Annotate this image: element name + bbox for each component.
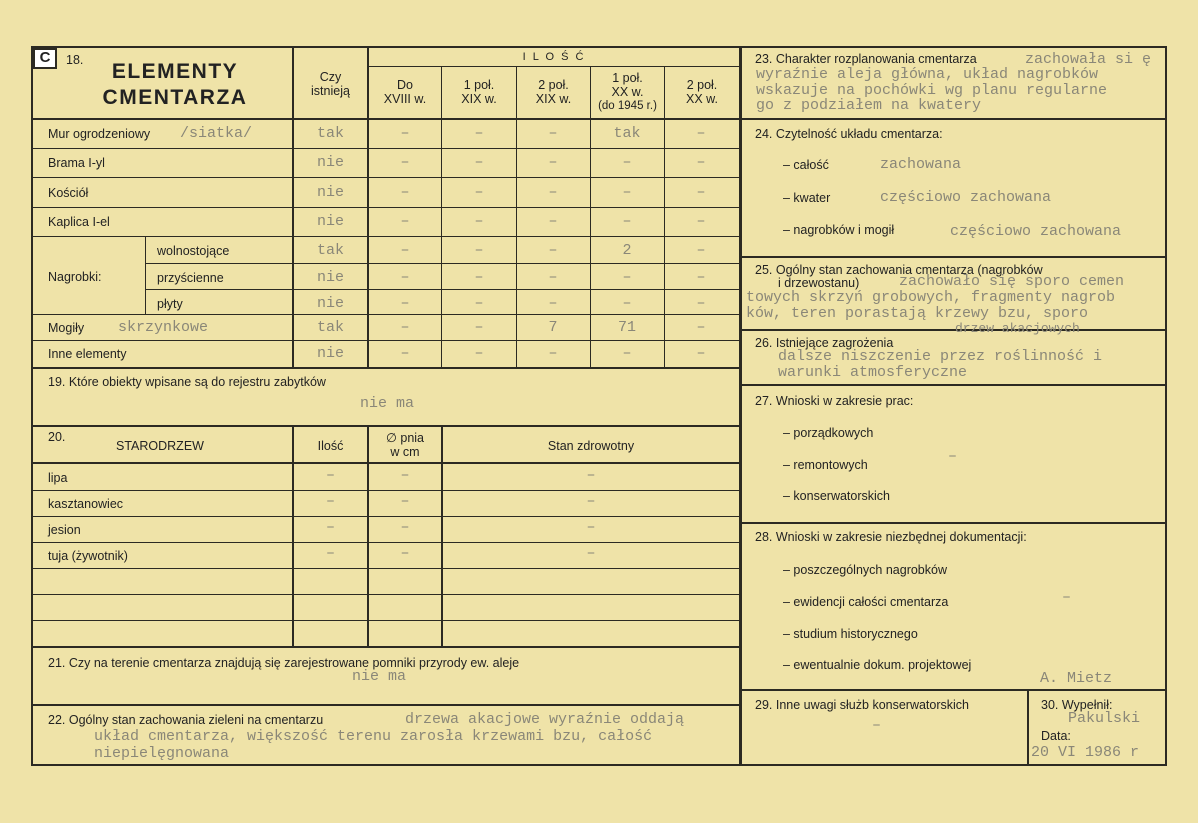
tree-value: – [325,519,335,536]
header-ilosc: I L O Ś Ć [522,51,586,63]
element-row-label: Brama I-yl [48,156,105,170]
tree-value: – [325,545,335,562]
works-conservation: – konserwatorskich [783,489,890,503]
element-exists-value: tak [316,319,344,336]
period-4-line3: (do 1945 r.) [598,100,657,112]
section-19-label: 19. Które obiekty wpisane są do rejestru zabytków [48,375,326,389]
element-exists-value: nie [316,345,344,362]
element-period-value: – [622,269,632,286]
period-4-line1: 1 poł. [612,71,643,85]
period-1-line2: XVIII w. [383,92,427,106]
docs-history: – studium historycznego [783,627,918,641]
works-cleanup: – porządkowych [783,426,874,440]
element-period-value: – [400,295,410,312]
section-27-value: – [948,448,958,465]
period-5-line2: XX w. [686,92,718,106]
element-row-label: Inne elementy [48,347,127,361]
tree-value: – [400,519,410,536]
element-exists-value: nie [316,295,344,312]
section-26-line1: dalsze niszczenie przez roślinność i [778,348,1103,365]
section-20-number: 20. [48,430,66,444]
element-exists-value: nie [316,213,344,230]
element-period-value: – [696,184,706,201]
section-25-line2: towych skrzyń grobowych, fragmenty nagrob [746,289,1116,306]
element-exists-value: nie [316,269,344,286]
section-28-label: 28. Wnioski w zakresie niezbędnej dokumentacji: [755,530,1027,544]
element-period-value: – [400,125,410,142]
tree-value: – [586,467,596,484]
element-period-value: – [696,345,706,362]
date-value: 20 VI 1986 r [1031,744,1140,761]
section-23-line2: wyraźnie aleja główna, układ nagrobków [756,66,1099,83]
element-period-value: – [622,184,632,201]
element-period-value: – [400,319,410,336]
header-pnia-2: w cm [390,445,420,459]
tree-value: – [586,519,596,536]
section-25-label-1: 25. Ogólny stan zachowania cmentarza (nagrobków [755,263,1043,277]
element-period-value: – [400,345,410,362]
element-period-value: – [474,154,484,171]
element-exists-value: tak [316,242,344,259]
element-period-value: – [474,345,484,362]
element-period-value: – [548,125,558,142]
element-row-label: Mur ogrodzeniowy [48,127,151,141]
element-period-value: – [474,125,484,142]
element-period-value: – [548,295,558,312]
section-25-line3: ków, teren porastają krzewy bzu, sporo [746,305,1089,322]
period-4-line2: XX w. [611,85,644,99]
section-26-line2: warunki atmosferyczne [778,364,968,381]
section-badge-letter: C [39,49,51,66]
section-28-value: – [1062,589,1072,606]
section-22-line1: drzewa akacjowe wyraźnie oddają [405,711,685,728]
element-period-value: – [400,269,410,286]
section-27-label: 27. Wnioski w zakresie prac: [755,394,914,408]
tree-value: – [400,545,410,562]
section-28-signature: A. Mietz [1040,670,1113,687]
section-29-label: 29. Inne uwagi służb konserwatorskich [755,698,970,712]
legibility-graves-value: częściowo zachowana [950,223,1122,240]
element-exists-value: tak [316,125,344,142]
section-18-number: 18. [66,53,84,67]
tree-value: – [400,493,410,510]
header-pnia-1: ∅ pnia [386,431,424,445]
section-30-label: 30. Wypełnił: [1041,698,1113,712]
element-period-value: – [622,154,632,171]
docs-overall: – ewidencji całości cmentarza [783,595,949,609]
section-25-label-2: i drzewostanu) [778,276,860,290]
element-period-value: – [696,213,706,230]
element-period-value: – [548,213,558,230]
legibility-quarters-label: – kwater [783,191,831,205]
tree-species-label: kasztanowiec [48,497,124,511]
legibility-overall-label: – całość [783,158,829,172]
header-ilosc-trees: Ilość [317,439,344,453]
element-period-value: – [696,295,706,312]
element-row-label: wolnostojące [157,244,230,258]
period-1-line1: Do [397,78,413,92]
section-21-label: 21. Czy na terenie cmentarza znajdują się zarejestrowane pomniki przyrody ew. aleje [48,656,520,670]
legibility-graves-label: – nagrobków i mogił [783,223,895,237]
element-row-label: Kaplica I-el [48,215,110,229]
date-label: Data: [1041,729,1071,743]
header-stan: Stan zdrowotny [547,439,635,453]
nagrobki-label: Nagrobki: [48,270,102,284]
element-period-value: – [400,242,410,259]
tree-value: – [586,545,596,562]
tree-species-label: jesion [48,523,81,537]
section-22-label: 22. Ogólny stan zachowania zieleni na cmentarzu [48,713,324,727]
element-period-value: – [622,213,632,230]
element-row-label: przyścienne [157,271,224,285]
period-2-line2: XIX w. [461,92,497,106]
section-20-title: STARODRZEW [116,439,204,453]
period-3-line2: XIX w. [535,92,572,106]
element-row-note: /siatka/ [180,125,253,142]
section-23-line1: zachowała si ę [1025,51,1152,68]
element-period-value: – [696,125,706,142]
element-period-value: – [400,184,410,201]
section-19-value: nie ma [360,395,415,412]
element-period-value: – [474,184,484,201]
element-row-note: skrzynkowe [118,319,209,336]
section-18-title-line2: CMENTARZA [102,86,248,109]
period-3-line1: 2 poł. [538,78,569,92]
element-period-value: – [474,213,484,230]
section-25-line1: zachowało się sporo cemen [899,273,1125,290]
works-renovation: – remontowych [783,458,868,472]
element-period-value: 7 [548,319,558,336]
legibility-overall-value: zachowana [880,156,962,173]
element-exists-value: nie [316,184,344,201]
section-22-line2: układ cmentarza, większość terenu zarosła krzewami bzu, całość [94,728,653,745]
element-period-value: – [548,184,558,201]
element-period-value: – [474,319,484,336]
element-row-label: Mogiły [48,321,85,335]
period-5-line1: 2 poł. [686,78,718,92]
element-period-value: – [696,242,706,259]
section-26-label: 26. Istniejące zagrożenia [755,336,894,350]
element-period-value: – [474,269,484,286]
element-row-label: płyty [157,297,183,311]
element-period-value: – [622,295,632,312]
element-period-value: – [400,154,410,171]
header-czy: Czy [319,70,342,84]
tree-species-label: lipa [48,471,68,485]
element-period-value: – [400,213,410,230]
section-23-line4: go z podziałem na kwatery [756,97,982,114]
section-23-line3: wskazuje na pochówki wg planu regularne [756,82,1108,99]
legibility-quarters-value: częściowo zachowana [880,189,1052,206]
section-18-title-line1: ELEMENTY [111,60,239,83]
tree-value: – [325,467,335,484]
element-period-value: – [622,345,632,362]
element-period-value: tak [613,125,641,142]
element-period-value: – [696,319,706,336]
element-period-value: – [548,154,558,171]
element-period-value: – [548,345,558,362]
section-23-label: 23. Charakter rozplanowania cmentarza [755,52,977,66]
element-period-value: – [696,269,706,286]
section-25-line4: drzew akacjowych [955,321,1080,336]
docs-project: – ewentualnie dokum. projektowej [783,658,972,672]
element-period-value: 2 [622,242,632,259]
element-period-value: – [548,269,558,286]
tree-value: – [325,493,335,510]
element-period-value: – [548,242,558,259]
filled-by-name: Pakulski [1068,710,1141,727]
tree-value: – [586,493,596,510]
element-row-label: Kościół [48,186,89,200]
tree-species-label: tuja (żywotnik) [48,549,128,563]
element-period-value: – [474,242,484,259]
docs-individual: – poszczególnych nagrobków [783,563,947,577]
element-exists-value: nie [316,154,344,171]
header-istnieja: istnieją [311,84,350,98]
period-2-line1: 1 poł. [463,78,495,92]
section-29-value: – [872,717,882,734]
section-24-label: 24. Czytelność układu cmentarza: [755,127,943,141]
element-period-value: – [474,295,484,312]
section-22-line3: niepielęgnowana [94,745,230,762]
section-21-value: nie ma [352,668,407,685]
element-period-value: – [696,154,706,171]
tree-value: – [400,467,410,484]
element-period-value: 71 [617,319,636,336]
